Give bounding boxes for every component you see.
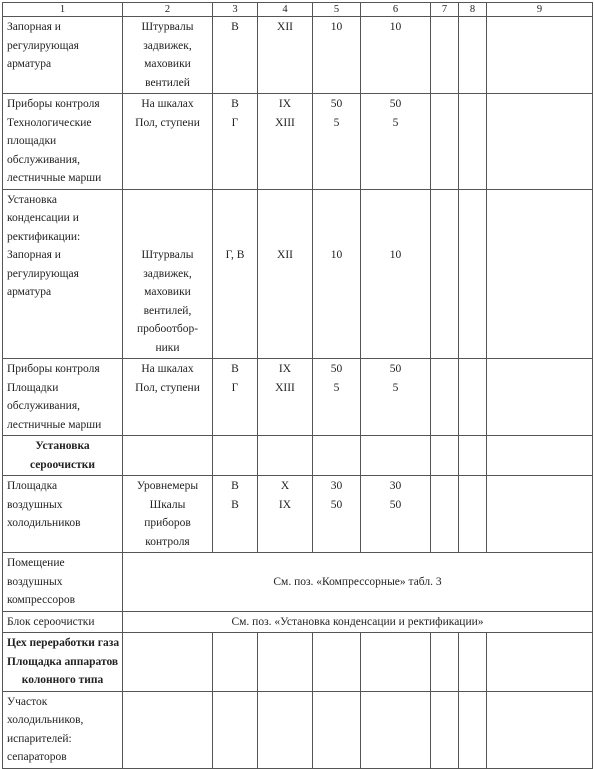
cell-line: Пол, ступени [135,116,200,129]
cell-line: вентилей, [143,304,192,317]
column-header-1: 1 [3,3,123,17]
empty-cell [431,189,459,359]
empty-cell [459,476,487,553]
empty-cell [313,436,361,476]
cell-line: Установка [7,193,57,206]
location-cell [3,691,123,768]
norm-value-cell [361,359,431,436]
table-row [3,436,593,476]
column-header-9: 9 [487,3,593,17]
cell-line: 10 [389,249,402,261]
cell-line: IX [278,363,292,375]
cell-line: XII [277,249,293,261]
category-cell [213,476,258,553]
empty-cell [213,436,258,476]
column-header-4: 4 [258,3,313,17]
empty-cell [487,359,593,436]
cell-line: 50 [389,498,402,511]
cell-line: В [231,363,239,375]
cell-line: В [231,21,239,33]
cell-line [365,228,426,247]
cell-line: арматура [7,286,52,298]
norm-value-cell [313,17,361,94]
cell-line: Блок сероочистки [7,615,95,628]
empty-cell [431,476,459,553]
column-header-5: 5 [313,3,361,17]
location-cell [3,189,123,359]
table-row [3,611,593,633]
cell-line: 5 [392,116,399,129]
cell-line: Помещение [7,557,65,569]
empty-cell [459,94,487,190]
table-row [3,189,593,359]
empty-cell [487,94,593,190]
cell-line [317,209,356,228]
cell-line: задвижек, [143,39,192,52]
empty-cell [459,17,487,94]
cell-line: колонного типа [21,674,104,686]
cell-line: Участок [7,695,48,708]
cell-line: Запорная и [7,249,61,261]
empty-cell [431,17,459,94]
column-header-3: 3 [213,3,258,17]
cell-line: 30 [389,480,402,492]
cell-line: На шкалах [141,363,194,375]
norm-value-cell [361,17,431,94]
empty-cell [487,436,593,476]
cell-line: маховики [144,286,191,298]
cell-line: холодильников [7,517,81,529]
work-surface-cell [123,189,213,359]
norm-value-cell [313,359,361,436]
empty-cell [487,633,593,692]
cell-line: 5 [333,381,340,394]
table-row [3,94,593,190]
cell-line: испарителей: [7,732,72,745]
cell-line [217,228,253,247]
cell-line [317,191,356,210]
cell-line: 50 [389,363,402,375]
subcategory-cell [258,189,313,359]
empty-cell [361,436,431,476]
empty-cell [258,633,313,692]
cell-line: Шкалы [149,498,186,511]
cell-line: Приборы контроля [7,98,100,110]
empty-cell [431,633,459,692]
cell-line: Площадки [7,381,59,394]
cell-line: регулирующая [7,39,79,52]
empty-cell [487,691,593,768]
empty-cell [459,359,487,436]
empty-cell [431,436,459,476]
table-row [3,553,593,612]
location-cell [3,553,123,612]
norm-value-cell [313,189,361,359]
section-heading [3,436,123,476]
cell-line: площадки [7,135,57,147]
cell-line: арматура [7,58,52,70]
cell-line: Установка [35,440,90,452]
cell-line [217,191,253,210]
location-cell [3,94,123,190]
cell-line: Цех переработки газа [7,637,120,649]
cell-line: XIII [275,116,295,129]
empty-cell [213,633,258,692]
work-surface-cell [123,476,213,553]
empty-cell [431,691,459,768]
subcategory-cell [258,94,313,190]
cell-line: пробоотбор- [136,323,199,335]
empty-cell [487,476,593,553]
empty-cell [431,359,459,436]
cell-line: сепараторов [7,751,67,763]
location-cell [3,359,123,436]
cell-line: Технологические [7,116,92,129]
cell-line: В [231,498,239,511]
cell-line: 50 [330,98,343,110]
location-cell [3,17,123,94]
table-row [3,17,593,94]
cell-line [127,228,208,247]
work-surface-cell [123,17,213,94]
cell-line: воздушных [7,575,63,588]
cell-line: лестничные марши [7,418,102,431]
cell-line: 50 [330,498,343,511]
cell-line [317,228,356,247]
empty-cell [459,436,487,476]
cell-line: конденсации и [7,212,79,224]
cell-line: Площадка [7,480,58,492]
empty-cell [123,436,213,476]
cell-line: 50 [330,363,343,375]
cell-line: X [280,480,290,492]
cell-line: Площадка аппаратов [7,655,119,668]
location-cell [3,611,123,633]
cell-line: компрессоров [7,594,75,606]
work-surface-cell [123,691,213,768]
table-row [3,359,593,436]
table-row [3,476,593,553]
norm-value-cell [361,691,431,768]
cell-line: регулирующая [7,267,79,280]
cross-reference-note: См. поз. «Компрессорные» табл. 3 [123,553,593,612]
empty-cell [487,17,593,94]
empty-cell [258,436,313,476]
norm-value-cell [313,691,361,768]
cell-line: 10 [330,249,343,261]
cell-line [127,209,208,228]
empty-cell [487,189,593,359]
cell-line: Пол, ступени [135,381,200,394]
cell-line [262,191,308,210]
table-row [3,633,593,692]
header-row [3,3,593,17]
cell-line: Запорная и [7,21,61,33]
table-row [3,691,593,768]
cell-line: В [231,480,239,492]
subcategory-cell [258,17,313,94]
work-surface-cell [123,359,213,436]
cell-line: ректификации: [7,230,81,243]
cell-line [365,191,426,210]
cell-line: 50 [389,98,402,110]
cell-line: контроля [145,535,190,548]
cell-line: обслуживания, [7,400,80,412]
cell-line [127,191,208,210]
empty-cell [123,633,213,692]
cell-line: IX [278,98,292,110]
empty-cell [431,94,459,190]
cell-line: Штурвалы [141,249,194,261]
cell-line: 10 [330,21,343,33]
category-cell [213,359,258,436]
cell-line: Г [231,116,239,129]
cell-line: маховики [144,58,191,70]
norm-value-cell [313,94,361,190]
empty-cell [459,691,487,768]
cell-line: задвижек, [143,267,192,280]
empty-cell [459,633,487,692]
norm-value-cell [361,476,431,553]
illumination-norms-table [2,2,593,769]
column-header-8: 8 [459,3,487,17]
category-cell [213,189,258,359]
cell-line: воздушных [7,498,63,511]
cell-line: холодильников, [7,714,84,726]
category-cell [213,94,258,190]
cell-line: ники [155,341,180,354]
cell-line: 10 [389,21,402,33]
cross-reference-note: См. поз. «Установка конденсации и ректификации» [123,611,593,633]
cell-line: IX [278,498,292,511]
category-cell [213,691,258,768]
cell-line: 30 [330,480,343,492]
location-cell [3,476,123,553]
column-header-7: 7 [431,3,459,17]
empty-cell [361,633,431,692]
cell-line [262,228,308,247]
cell-line: 5 [392,381,399,394]
cell-line: В [231,98,239,110]
cell-line [262,209,308,228]
empty-cell [313,633,361,692]
cell-line: лестничные марши [7,172,102,184]
category-cell [213,17,258,94]
subcategory-cell [258,691,313,768]
cell-line: обслуживания, [7,153,80,166]
subcategory-cell [258,476,313,553]
cell-line: приборов [144,517,191,529]
cell-line: Г [231,381,239,394]
cell-line: вентилей [145,76,190,89]
cell-line: 5 [333,116,340,129]
cell-line: XII [277,21,293,33]
norm-value-cell [361,189,431,359]
column-header-6: 6 [361,3,431,17]
cell-line: сероочистки [29,458,96,471]
norm-value-cell [361,94,431,190]
norm-value-cell [313,476,361,553]
cell-line: XIII [275,381,295,394]
cell-line: Штурвалы [141,21,194,33]
subcategory-cell [258,359,313,436]
cell-line [365,209,426,228]
column-header-2: 2 [123,3,213,17]
cell-line: Г, В [225,249,245,261]
cell-line [217,209,253,228]
cell-line: Уровнемеры [136,480,199,492]
empty-cell [459,189,487,359]
work-surface-cell [123,94,213,190]
cell-line: Приборы контроля [7,363,100,375]
cell-line: На шкалах [141,98,194,110]
section-heading [3,633,123,692]
